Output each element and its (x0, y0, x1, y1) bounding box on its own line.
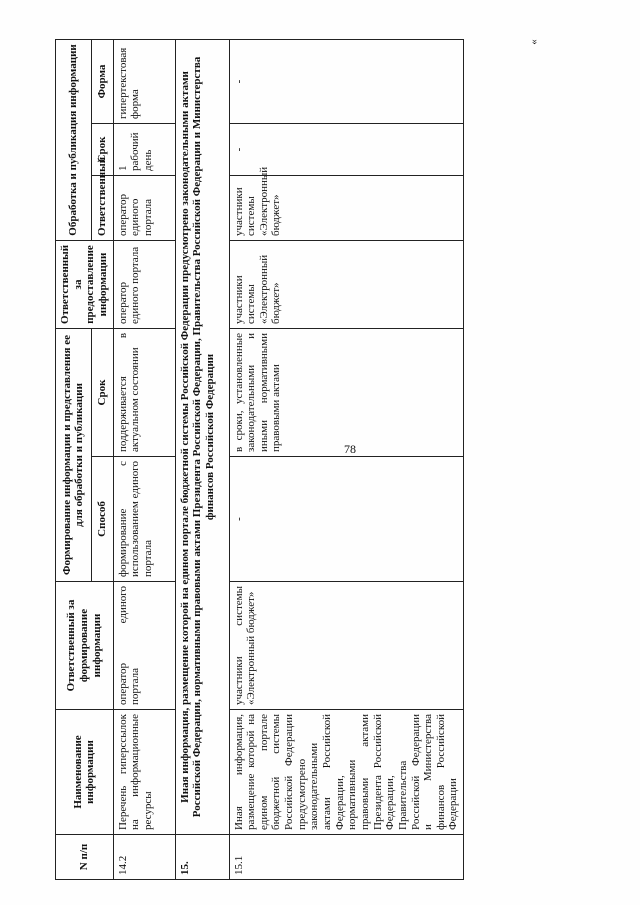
rotated-table-wrapper (55, 40, 545, 880)
header-formation: Формирование информации и представления ее для обработки и публикации (56, 328, 92, 581)
cell-form: гипертекстовая форма (113, 39, 175, 123)
cell-term: в сроки, установленные законодательными и иными нормативными правовыми актами (229, 328, 464, 456)
cell-method: формирование с использованием единого портала (113, 457, 175, 582)
cell-resp-provide: участники системы «Электронный бюджет» (229, 240, 464, 328)
cell-resp-form: оператор единого портала (113, 582, 175, 710)
page-number: 78 (344, 442, 356, 456)
header-form: Форма (91, 39, 113, 123)
cell-term2: 1 рабочий день (113, 123, 175, 175)
header-row-1 (56, 39, 92, 879)
section-title: Иная информация, размещение которой на едином портале бюджетной системы Российской Федерации предусмотрено законодательными актами Российской Федерации, нормативными правовыми актами Президента Российской Федерации, Правительства Российской Федерации и Министерства финансов Российской Федерации (175, 39, 229, 834)
cell-method: - (229, 457, 464, 582)
cell-name: Иная информация, размещение которой на едином портале бюджетной системы Российской Федерации предусмотрено законодательными актами Российской Федерации, нормативными правовыми актами Президента Российской Федерации, Правительства Российской Федерации и Министерства финансов Российской Федерации (229, 710, 464, 835)
cell-resp: участники системы «Электронный бюджет» (229, 175, 464, 240)
cell-resp: оператор единого портала (113, 175, 175, 240)
header-num: N п/п (56, 835, 114, 880)
section-num: 15. (175, 835, 229, 880)
header-method: Способ (91, 457, 113, 582)
table-row (229, 39, 464, 879)
cell-num: 14.2 (113, 835, 175, 880)
cell-resp-form: участники системы «Электронный бюджет» (229, 582, 464, 710)
cell-num: 15.1 (229, 835, 464, 880)
cell-term: поддерживается в актуальном состоянии (113, 328, 175, 456)
cell-form: - (229, 39, 464, 123)
cell-name: Перечень гиперссылок на информационные ресурсы (113, 710, 175, 835)
information-table (55, 39, 464, 880)
cell-resp-provide: оператор единого портала (113, 240, 175, 328)
header-term: Срок (91, 328, 113, 456)
header-resp-provide: Ответственный за предоставление информации (56, 240, 114, 328)
corner-mark: » (528, 39, 541, 45)
section-row (175, 39, 229, 879)
header-resp: Ответственный (91, 175, 113, 240)
table-row (113, 39, 175, 879)
header-term2: Срок (91, 123, 113, 175)
header-processing: Обработка и публикация информации (56, 39, 92, 240)
header-resp-form: Ответственный за формирование информации (56, 582, 114, 710)
cell-term2: - (229, 123, 464, 175)
header-name: Наименование информации (56, 710, 114, 835)
